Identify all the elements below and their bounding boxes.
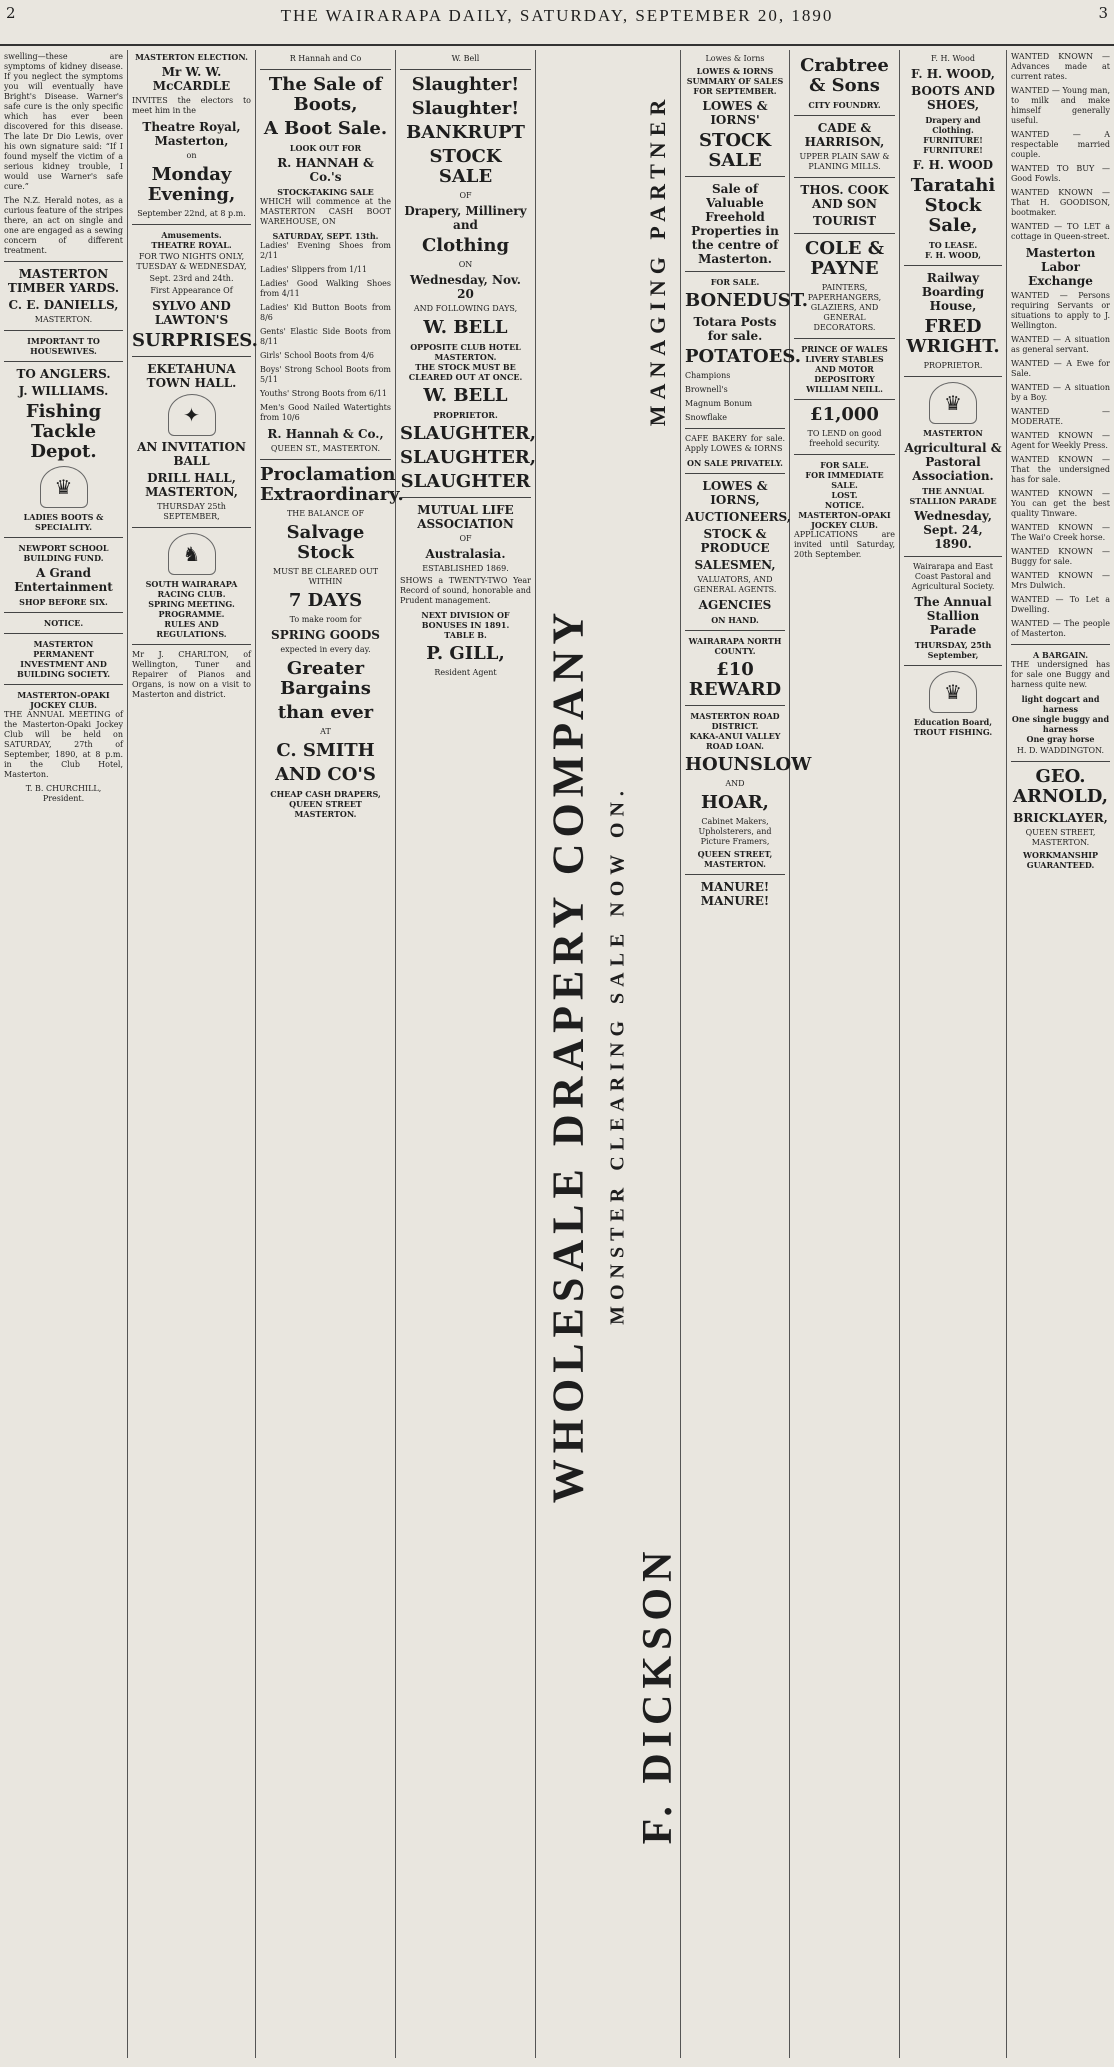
potato-variety: Snowflake xyxy=(685,413,727,422)
column-3 xyxy=(256,50,404,2058)
wanted-ad: WANTED KNOWN — Mrs Dulwich. xyxy=(1011,571,1110,590)
spring-meeting: SPRING MEETING. xyxy=(148,599,235,609)
grand-entertainment: A Grand Entertainment xyxy=(14,566,113,594)
surprises: SURPRISES. xyxy=(132,330,258,351)
theatre-line: Theatre Royal, Masterton, xyxy=(142,120,241,148)
electors-text: INVITES the electors to meet him in the xyxy=(132,96,251,115)
wanted-ad: WANTED KNOWN — You can get the best quality Tinware. xyxy=(1011,489,1110,518)
vertical-banner-2 xyxy=(598,60,638,2050)
column-7 xyxy=(900,50,1007,2058)
price-list-item: Men's Good Nailed Watertights from 10/6 xyxy=(260,403,391,422)
furniture: FURNITURE! FURNITURE! xyxy=(923,135,983,155)
column-8 xyxy=(1007,50,1114,2058)
wanted-list-top xyxy=(1011,52,1110,242)
wanted-ad: WANTED — A respectable married couple. xyxy=(1011,130,1110,159)
valuable-properties: Sale of Valuable Freehold Properties in the centre of Masterton. xyxy=(691,182,779,266)
wanted-ad: WANTED — A situation as general servant. xyxy=(1011,335,1110,354)
twenty-two-year: SHOWS a TWENTY-TWO Year Record of sound, honorable and Prudent management. xyxy=(400,576,531,605)
than-ever: than ever xyxy=(277,702,374,723)
hannah-name: R. HANNAH & Co.'s xyxy=(277,156,374,184)
date-line: September 22nd, at 8 p.m. xyxy=(137,209,246,218)
drapery-millinery: Drapery, Millinery and xyxy=(404,204,527,232)
immediate-sale: FOR IMMEDIATE SALE. xyxy=(805,470,884,490)
decorative-figure-icon: ✦ xyxy=(168,394,216,436)
reward: £10 REWARD xyxy=(688,659,782,700)
w-bell: W. BELL xyxy=(423,317,508,338)
two-nights: FOR TWO NIGHTS ONLY, TUESDAY & WEDNESDAY, xyxy=(136,252,247,271)
monday-line: Monday Evening, xyxy=(147,164,236,205)
wanted-ad: WANTED — A Ewe for Sale. xyxy=(1011,359,1110,378)
table-b: TABLE B. xyxy=(444,630,487,640)
notice-6: NOTICE. xyxy=(824,500,865,510)
bell-masterton: MASTERTON. xyxy=(434,352,497,362)
mccardle-name: Mr W. W. McCARDLE xyxy=(152,65,231,93)
wanted-list-more xyxy=(1011,291,1110,639)
clothing: Clothing xyxy=(421,235,510,256)
wright-proprietor: PROPRIETOR. xyxy=(923,361,983,370)
w-bell-2: W. BELL xyxy=(423,385,508,406)
cafe-bakery: CAFE BAKERY for sale. Apply LOWES & IORNS xyxy=(685,434,785,453)
gray-horse: One gray horse xyxy=(1026,734,1095,744)
fishing-tackle-heading: Fishing Tackle Depot. xyxy=(25,401,102,462)
fh-wood-2: F. H. WOOD xyxy=(912,158,994,172)
hannah-intro: WHICH will commence at the MASTERTON CASH BOOT WAREHOUSE, ON xyxy=(260,197,391,226)
slaughter-5: SLAUGHTER xyxy=(400,471,531,492)
wanted-ad: WANTED — Young man, to milk and make himself generally useful. xyxy=(1011,86,1110,125)
hoar: HOAR, xyxy=(701,792,769,813)
wanted-ad: WANTED TO BUY — Good Fowls. xyxy=(1011,164,1110,183)
hannah-price-list xyxy=(260,241,391,423)
spring-goods: SPRING GOODS xyxy=(271,628,380,642)
greater-bargains: Greater Bargains xyxy=(280,658,371,699)
column-5 xyxy=(680,50,812,2058)
theatre-royal: THEATRE ROYAL. xyxy=(151,240,232,250)
workmanship: WORKMANSHIP GUARANTEED. xyxy=(1022,850,1099,870)
queen-st-2: QUEEN STREET xyxy=(289,799,362,809)
price-list-item: Youths' Strong Boots from 6/11 xyxy=(260,389,387,398)
bell-header: W. Bell xyxy=(451,54,480,63)
masterton-7: MASTERTON xyxy=(923,428,983,438)
wanted-ad: WANTED — MODERATE. xyxy=(1011,407,1110,426)
amusements-heading: Amusements. xyxy=(161,230,222,240)
bargain: A BARGAIN. xyxy=(1033,650,1088,660)
masthead xyxy=(0,0,1114,46)
fh-wood-3: F. H. WOOD, xyxy=(925,250,981,260)
opaki-text: THE ANNUAL MEETING of the Masterton-Opaki Jockey Club will be held on SATURDAY, 27th of September, 1890, at 8 p.m. in the Club Hotel, Masterton. xyxy=(4,710,123,779)
wanted-ad: WANTED — A situation by a Boy. xyxy=(1011,383,1110,402)
the-balance: THE BALANCE OF xyxy=(286,509,365,518)
established: ESTABLISHED 1869. xyxy=(422,564,509,573)
to-lease: TO LEASE. xyxy=(928,240,978,250)
sept-dates: Sept. 23rd and 24th. xyxy=(149,274,234,283)
and-word: AND xyxy=(725,779,745,788)
price-list-item: Ladies' Kid Button Boots from 8/6 xyxy=(260,303,391,322)
single-buggy: One single buggy and harness xyxy=(1011,714,1110,734)
boots-shoes: BOOTS AND SHOES, xyxy=(911,84,995,112)
newport-heading: NEWPORT SCHOOL BUILDING FUND. xyxy=(18,543,109,563)
auctioneers: AUCTIONEERS, xyxy=(685,510,791,524)
c-smith: C. SMITH xyxy=(276,740,375,761)
gill-title: Resident Agent xyxy=(434,668,497,677)
first-appearance: First Appearance Of xyxy=(150,286,233,295)
australasia: Australasia. xyxy=(425,547,506,561)
city-foundry: CITY FOUNDRY. xyxy=(808,100,881,110)
bell-stock-sale: STOCK SALE xyxy=(429,146,502,187)
labor-exchange: Masterton Labor Exchange xyxy=(1025,246,1096,288)
valuators: VALUATORS, AND GENERAL AGENTS. xyxy=(693,575,777,594)
cleared-within: MUST BE CLEARED OUT WITHIN xyxy=(272,567,379,586)
thursday: THURSDAY, 25th September, xyxy=(914,640,992,660)
stock-cleared: THE STOCK MUST BE CLEARED OUT AT ONCE. xyxy=(408,362,523,382)
vertical-banner-3 xyxy=(636,60,680,460)
potatoes: POTATOES. xyxy=(685,346,802,367)
potato-variety: Champions xyxy=(685,371,731,380)
programme: PROGRAMME. xyxy=(158,609,225,619)
of-aus: OF xyxy=(459,534,472,543)
waddington: H. D. WADDINGTON. xyxy=(1016,746,1105,755)
price-list-item: Girls' School Boots from 4/6 xyxy=(260,351,375,360)
jockey-club: MASTERTON-OPAKI JOCKEY CLUB. xyxy=(798,510,891,530)
page-number-left: 2 xyxy=(6,4,16,22)
cheap-cash: CHEAP CASH DRAPERS, xyxy=(270,789,381,799)
mutual-life: MUTUAL LIFE ASSOCIATION xyxy=(417,503,514,531)
election-heading: MASTERTON ELECTION. xyxy=(135,52,248,62)
masterton-3: MASTERTON. xyxy=(294,809,357,819)
opaki-signature: T. B. CHURCHILL, President. xyxy=(25,784,102,803)
arnold-address: QUEEN STREET, MASTERTON. xyxy=(1025,828,1096,847)
light-dogcart: light dogcart and harness xyxy=(1021,694,1100,714)
notice-heading: NOTICE. xyxy=(43,618,84,628)
hannah-logo: R. Hannah & Co., xyxy=(267,427,384,441)
kaka-anui: KAKA-ANUI VALLEY ROAD LOAN. xyxy=(689,731,781,751)
education-board: Education Board, xyxy=(913,717,993,727)
and-cos: AND CO'S xyxy=(275,764,376,785)
wednesday-nov: Wednesday, Nov. 20 xyxy=(410,273,521,301)
daniells-name: C. E. DANIELLS, xyxy=(8,298,119,312)
wanted-ad: WANTED — TO LET a cottage in Queen-street. xyxy=(1011,222,1110,241)
stock-produce: STOCK & PRODUCE xyxy=(700,527,770,555)
williams-name: J. WILLIAMS. xyxy=(18,384,109,398)
horse-emblem-icon: ♞ xyxy=(168,533,216,575)
on-hand: ON HAND. xyxy=(711,615,759,625)
sylvo-lawton: SYLVO AND LAWTON'S xyxy=(152,299,231,327)
annual-stallion: THE ANNUAL STALLION PARADE xyxy=(909,486,997,506)
ball-date: THURSDAY 25th SEPTEMBER, xyxy=(157,502,226,521)
queen-street: QUEEN ST., MASTERTON. xyxy=(270,444,381,453)
crest-icon: ♛ xyxy=(929,382,977,424)
ladies-boots: LADIES BOOTS & SPECIALITY. xyxy=(23,512,104,532)
drapery-clothing: Drapery and Clothing. xyxy=(925,115,981,135)
potato-varieties xyxy=(685,371,785,423)
wholesale-drapery: WHOLESALE DRAPERY COMPANY xyxy=(543,606,593,1504)
seven-days: 7 DAYS xyxy=(288,590,363,611)
drill-hall: DRILL HALL, MASTERTON, xyxy=(145,471,238,499)
wanted-ad: WANTED KNOWN — Advances made at current rates. xyxy=(1011,52,1110,81)
potato-variety: Brownell's xyxy=(685,385,728,394)
education-crest-icon: ♛ xyxy=(929,671,977,713)
lowes-iorns-2: LOWES & IORNS, xyxy=(702,479,768,507)
hannah-saturday: SATURDAY, SEPT. 13th. xyxy=(272,231,379,241)
managing-partner: MANAGING PARTNER xyxy=(645,93,670,427)
proclamation: Proclamation Extraordinary. xyxy=(260,464,404,505)
opposite-club: OPPOSITE CLUB HOTEL xyxy=(410,342,521,352)
gill-name: P. GILL, xyxy=(426,643,505,664)
price-list-item: Ladies' Good Walking Shoes from 4/11 xyxy=(260,279,391,298)
wood-header: F. H. Wood xyxy=(931,54,975,63)
permanent-heading: MASTERTON PERMANENT INVESTMENT AND BUILDING SOCIETY. xyxy=(16,639,111,679)
on-word: ON xyxy=(458,260,473,269)
wanted-ad: WANTED KNOWN — The Wai'o Creek horse. xyxy=(1011,523,1110,542)
price-list-item: Ladies' Slippers from 1/11 xyxy=(260,265,368,274)
upper-plain: UPPER PLAIN SAW & PLANING MILLS. xyxy=(799,152,890,171)
county-heading: WAIRARAPA NORTH COUNTY. xyxy=(688,636,782,656)
wednesday-sept: Wednesday, Sept. 24, 1890. xyxy=(914,509,992,551)
on-sale-privately: ON SALE PRIVATELY. xyxy=(687,458,783,468)
bell-proprietor: PROPRIETOR. xyxy=(433,410,498,420)
column-1 xyxy=(0,50,128,2058)
lowes-iorns: LOWES & IORNS' xyxy=(702,99,768,127)
potato-variety: Magnum Bonum xyxy=(685,399,753,408)
william-neill: WILLIAM NEILL. xyxy=(806,384,883,394)
at: AT xyxy=(320,727,331,736)
cole-payne: COLE & PAYNE xyxy=(805,238,884,279)
wanted-ad: WANTED KNOWN — That H. GOODISON, bootmaker. xyxy=(1011,188,1110,217)
daniells-place: MASTERTON. xyxy=(34,315,93,324)
hounslow: HOUNSLOW xyxy=(685,754,812,775)
for-sale: FOR SALE. xyxy=(710,277,760,287)
thousand-pounds: £1,000 xyxy=(810,404,879,425)
column-2 xyxy=(128,50,256,2058)
slaughter-1: Slaughter! xyxy=(411,74,520,95)
fred-wright: FRED WRIGHT. xyxy=(906,316,1000,357)
eketahuna-hall: EKETAHUNA TOWN HALL. xyxy=(146,362,237,390)
bonedust: BONEDUST. xyxy=(685,290,809,311)
anglers-heading: TO ANGLERS. xyxy=(16,367,111,381)
make-room: To make room for xyxy=(289,615,362,624)
slaughter-2: Slaughter! xyxy=(411,98,520,119)
column-4 xyxy=(396,50,536,2058)
housewives-heading: IMPORTANT TO HOUSEWIVES. xyxy=(27,336,100,356)
thos-cook: THOS. COOK AND SON xyxy=(800,183,889,211)
prince-of-wales: PRINCE OF WALES LIVERY STABLES AND MOTOR DEPOSITORY xyxy=(801,344,888,384)
wanted-ad: WANTED — Persons requiring Servants or situations to apply to J. Wellington. xyxy=(1011,291,1110,330)
sale-of-boots: The Sale of Boots, xyxy=(268,74,383,115)
manure: MANURE! MANURE! xyxy=(700,880,770,908)
sale-heading: FOR SALE. xyxy=(820,460,869,470)
boot-sale: A Boot Sale. xyxy=(263,118,388,139)
annual-parade: The Annual Stallion Parade xyxy=(914,595,992,637)
wanted-ad: WANTED KNOWN — Agent for Weekly Press. xyxy=(1011,431,1110,450)
trout-fishing: TROUT FISHING. xyxy=(913,727,993,737)
herald-notes: The N.Z. Herald notes, as a curious feature of the stripes there, an act on single and one are engaged as a sewing concern of different treatment. xyxy=(4,196,123,255)
racing-club: SOUTH WAIRARAPA RACING CLUB. xyxy=(145,579,238,599)
agricultural: Agricultural & Pastoral Association. xyxy=(904,441,1002,483)
timber-yards-heading: MASTERTON TIMBER YARDS. xyxy=(7,267,120,295)
slaughter-4: SLAUGHTER, xyxy=(400,447,537,468)
expected: expected in every day. xyxy=(280,645,371,654)
agencies: AGENCIES xyxy=(698,598,772,612)
of: OF xyxy=(459,191,472,200)
bricklayer: BRICKLAYER, xyxy=(1013,811,1108,825)
applications: APPLICATIONS are invited until Saturday, 20th September. xyxy=(794,530,895,559)
slaughter-3: SLAUGHTER, xyxy=(400,423,537,444)
hoar-queen-st: QUEEN STREET, MASTERTON. xyxy=(697,849,773,869)
rules-regulations: RULES AND REGULATIONS. xyxy=(156,619,227,639)
royal-arms-icon: ♛ xyxy=(40,466,88,508)
buggy-text: THE undersigned has for sale one Buggy and harness quite new. xyxy=(1011,660,1110,689)
salesmen: SALESMEN, xyxy=(694,558,776,572)
wanted-ad: WANTED KNOWN — Buggy for sale. xyxy=(1011,547,1110,566)
salvage-stock: Salvage Stock xyxy=(286,522,365,563)
wanted-ad: WANTED — To Let a Dwelling. xyxy=(1011,595,1110,614)
wairarapa-society: Wairarapa and East Coast Pastoral and Agricultural Society. xyxy=(911,562,995,591)
thousand-text: TO LEND on good freehold security. xyxy=(807,429,882,448)
cade-harrison: CADE & HARRISON, xyxy=(804,121,885,149)
shop-before-six: SHOP BEFORE SIX. xyxy=(19,597,108,607)
price-list-item: Ladies' Evening Shoes from 2/11 xyxy=(260,241,391,260)
charlton-text: Mr J. CHARLTON, of Wellington, Tuner and Repairer of Pianos and Organs, is now on a visit to Masterton and district. xyxy=(132,650,251,699)
lowes-header: Lowes & Iorns xyxy=(705,54,765,63)
railway-boarding: Railway Boarding House, xyxy=(921,271,985,313)
lead-article: swelling—these are symptoms of kidney disease. If you neglect the symptoms you will eventually have Bright's Disease. Warner's safe cure is the only specific which has ever been discovered for this disease. The late Dr Dio Lewis, over his own signature said: “If I found myself the victim of a serious kidney trouble, I would use Warner's safe cure.” xyxy=(4,52,123,191)
opaki-heading: MASTERTON-OPAKI JOCKEY CLUB. xyxy=(17,690,110,710)
page-number-right: 3 xyxy=(1098,4,1108,22)
cabinet-makers: Cabinet Makers, Upholsterers, and Picture Framers, xyxy=(698,817,772,846)
vertical-banner-1 xyxy=(536,60,600,2050)
tourist: TOURIST xyxy=(812,214,877,228)
vertical-banner-4 xyxy=(636,1350,680,2040)
stock-taking-sale: STOCK-TAKING SALE xyxy=(277,187,374,197)
lowes-stock-sale: STOCK SALE xyxy=(698,130,772,171)
bankrupt: BANKRUPT xyxy=(406,122,525,143)
painters: PAINTERS, PAPERHANGERS, GLAZIERS, AND GENERAL DECORATORS. xyxy=(807,283,882,332)
monster-clearing: MONSTER CLEARING SALE NOW ON. xyxy=(606,785,629,1325)
following-days: AND FOLLOWING DAYS, xyxy=(413,304,518,313)
lowes-summary: LOWES & IORNS SUMMARY OF SALES FOR SEPTEMBER. xyxy=(686,66,784,96)
newspaper-title: THE WAIRARAPA DAILY, SATURDAY, SEPTEMBER 20, 1890 xyxy=(280,6,834,25)
road-board: MASTERTON ROAD DISTRICT. xyxy=(690,711,780,731)
price-list-item: Boys' Strong School Boots from 5/11 xyxy=(260,365,391,384)
hannah-header: R Hannah and Co xyxy=(289,54,362,63)
column-6 xyxy=(790,50,900,2058)
taratahi: Taratahi Stock Sale, xyxy=(910,175,996,236)
on-line: on xyxy=(186,151,197,160)
crabtree: Crabtree & Sons xyxy=(800,55,889,96)
wanted-ad: WANTED KNOWN — That the undersigned has for sale. xyxy=(1011,455,1110,484)
f-dickson: F. DICKSON xyxy=(635,1545,681,1845)
totara-posts: Totara Posts for sale. xyxy=(693,315,777,343)
geo-arnold: GEO. ARNOLD, xyxy=(1013,766,1108,807)
price-list-item: Gents' Elastic Side Boots from 8/11 xyxy=(260,327,391,346)
lost: LOST. xyxy=(831,490,858,500)
invitation-ball: AN INVITATION BALL xyxy=(137,440,246,468)
look-out: LOOK OUT FOR xyxy=(289,143,362,153)
next-division: NEXT DIVISION OF BONUSES IN 1891. xyxy=(421,610,510,630)
wanted-ad: WANTED — The people of Masterton. xyxy=(1011,619,1110,638)
fh-wood: F. H. WOOD, xyxy=(911,67,995,81)
